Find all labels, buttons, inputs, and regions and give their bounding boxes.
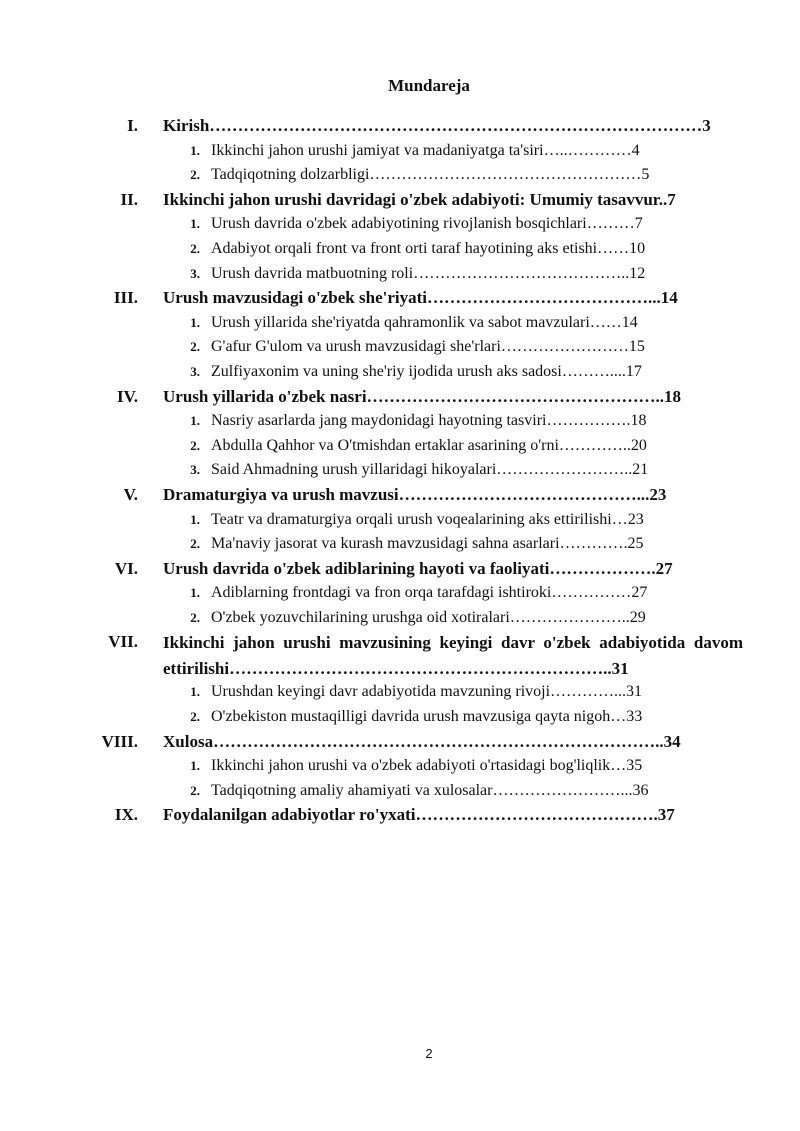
- section-title[interactable]: Urush davrida matbuotning roli…………………………………..12: [211, 264, 646, 282]
- chapter-numeral: IX.: [114, 805, 138, 825]
- section-number: 1.: [190, 684, 200, 700]
- toc-section-row: [0, 335, 800, 360]
- section-number: 2.: [190, 240, 200, 256]
- section-number: 2.: [190, 339, 200, 355]
- toc-section-row: [0, 262, 800, 287]
- toc-section-row: [0, 532, 800, 557]
- section-title[interactable]: Nasriy asarlarda jang maydonidagi hayotning tasviri…………….18: [211, 412, 647, 430]
- section-title[interactable]: G'afur G'ulom va urush mavzusidagi she'rlari……………………15: [211, 338, 645, 356]
- section-number: 1.: [190, 216, 200, 232]
- section-title[interactable]: Abdulla Qahhor va O'tmishdan ertaklar asarining o'rni…………..20: [211, 436, 647, 454]
- toc-chapter-row: [0, 557, 800, 582]
- toc-section-row: [0, 680, 800, 705]
- toc-section-row: [0, 779, 800, 804]
- chapter-title[interactable]: Xulosa……………………………………………………………………..34: [163, 731, 681, 751]
- section-number: 2.: [190, 782, 200, 798]
- chapter-title[interactable]: Ikkinchi jahon urushi mavzusining keyingi davr o'zbek adabiyotida davom ettirilishi…………………………………………………………..31: [163, 633, 743, 679]
- toc-chapter-row: [0, 385, 800, 410]
- section-number: 1.: [190, 314, 200, 330]
- chapter-numeral: III.: [113, 288, 138, 308]
- toc-chapter-row: [0, 630, 800, 680]
- chapter-title[interactable]: Ikkinchi jahon urushi davridagi o'zbek adabiyoti: Umumiy tasavvur..7: [163, 189, 676, 209]
- section-number: 3.: [190, 462, 200, 478]
- chapter-title[interactable]: Urush davrida o'zbek adiblarining hayoti va faoliyati……………….27: [163, 558, 673, 578]
- toc-chapter-row: [0, 803, 800, 828]
- toc-section-row: [0, 139, 800, 164]
- section-number: 3.: [190, 363, 200, 379]
- toc-section-row: [0, 212, 800, 237]
- section-number: 2.: [190, 709, 200, 725]
- toc-section-row: [0, 360, 800, 385]
- section-number: 1.: [190, 511, 200, 527]
- section-number: 2.: [190, 167, 200, 183]
- chapter-title[interactable]: Dramaturgiya va urush mavzusi……………………………………...23: [163, 484, 667, 504]
- chapter-numeral: VIII.: [101, 731, 138, 751]
- chapter-title[interactable]: Foydalanilgan adabiyotlar ro'yxati…………………………………….37: [163, 805, 675, 825]
- toc-chapter-row: [0, 188, 800, 213]
- page-number: 2: [425, 1046, 433, 1061]
- section-title[interactable]: Adiblarning frontdagi va fron orqa tarafdagi ishtiroki……………27: [211, 584, 648, 602]
- section-number: 1.: [190, 142, 200, 158]
- section-number: 2.: [190, 536, 200, 552]
- toc-section-row: [0, 311, 800, 336]
- page-title: Mundareja: [388, 76, 470, 95]
- section-title[interactable]: O'zbek yozuvchilarining urushga oid xotiralari…………………..29: [211, 608, 646, 626]
- section-title[interactable]: Zulfiyaxonim va uning she'riy ijodida urush aks sadosi………....17: [211, 362, 642, 380]
- section-number: 1.: [190, 413, 200, 429]
- chapter-numeral: I.: [127, 116, 138, 135]
- section-title[interactable]: Teatr va dramaturgiya orqali urush voqealarining aks ettirilishi…23: [211, 510, 644, 528]
- section-title[interactable]: Ikkinchi jahon urushi va o'zbek adabiyoti o'rtasidagi bog'liqlik…35: [211, 757, 643, 775]
- section-title[interactable]: Urush davrida o'zbek adabiyotining rivojlanish bosqichlari………7: [211, 215, 643, 233]
- section-title[interactable]: O'zbekiston mustaqilligi davrida urush mavzusiga qayta nigoh…33: [211, 708, 643, 726]
- toc-section-row: [0, 458, 800, 483]
- toc-chapter-row: [0, 286, 800, 311]
- section-title[interactable]: Tadqiqotning dolzarbligi……………………………………………5: [211, 166, 650, 184]
- section-title[interactable]: Ma'naviy jasorat va kurash mavzusidagi sahna asarlari………….25: [211, 535, 644, 553]
- toc-section-row: [0, 606, 800, 631]
- section-number: 1.: [190, 585, 200, 601]
- section-title[interactable]: Urushdan keyingi davr adabiyotida mavzuning rivoji…………...31: [211, 683, 643, 701]
- toc-section-row: [0, 754, 800, 779]
- toc-chapter-row: [0, 483, 800, 508]
- chapter-title[interactable]: Urush yillarida o'zbek nasri……………………………………………..18: [163, 386, 682, 406]
- chapter-numeral: VI.: [114, 558, 138, 578]
- section-title[interactable]: Adabiyot orqali front va front orti taraf hayotining aks etishi……10: [211, 239, 646, 257]
- chapter-title[interactable]: Urush mavzusidagi o'zbek she'riyati…………………………………...14: [163, 288, 678, 308]
- toc-section-row: [0, 508, 800, 533]
- toc-section-row: [0, 237, 800, 262]
- section-title[interactable]: Ikkinchi jahon urushi jamiyat va madaniyatga ta'siri…..…………4: [211, 141, 640, 159]
- section-number: 2.: [190, 609, 200, 625]
- chapter-numeral: V.: [123, 484, 138, 504]
- toc-section-row: [0, 163, 800, 188]
- section-number: 3.: [190, 265, 200, 281]
- chapter-numeral: VII.: [108, 632, 138, 652]
- toc-chapter-row: [0, 730, 800, 755]
- section-title[interactable]: Tadqiqotning amaliy ahamiyati va xulosalar……………………...36: [211, 781, 649, 799]
- toc-section-row: [0, 409, 800, 434]
- chapter-title[interactable]: Kirish……………………………………………………………………………3: [163, 116, 711, 135]
- section-title[interactable]: Urush yillarida she'riyatda qahramonlik va sabot mavzulari……14: [211, 313, 638, 331]
- table-of-contents: [0, 114, 800, 828]
- toc-section-row: [0, 581, 800, 606]
- chapter-numeral: IV.: [117, 386, 138, 406]
- toc-section-row: [0, 705, 800, 730]
- section-title[interactable]: Said Ahmadning urush yillaridagi hikoyalari……………………..21: [211, 461, 649, 479]
- chapter-numeral: II.: [120, 189, 138, 209]
- section-number: 2.: [190, 437, 200, 453]
- toc-section-row: [0, 434, 800, 459]
- section-number: 1.: [190, 758, 200, 774]
- toc-chapter-row: [0, 114, 800, 139]
